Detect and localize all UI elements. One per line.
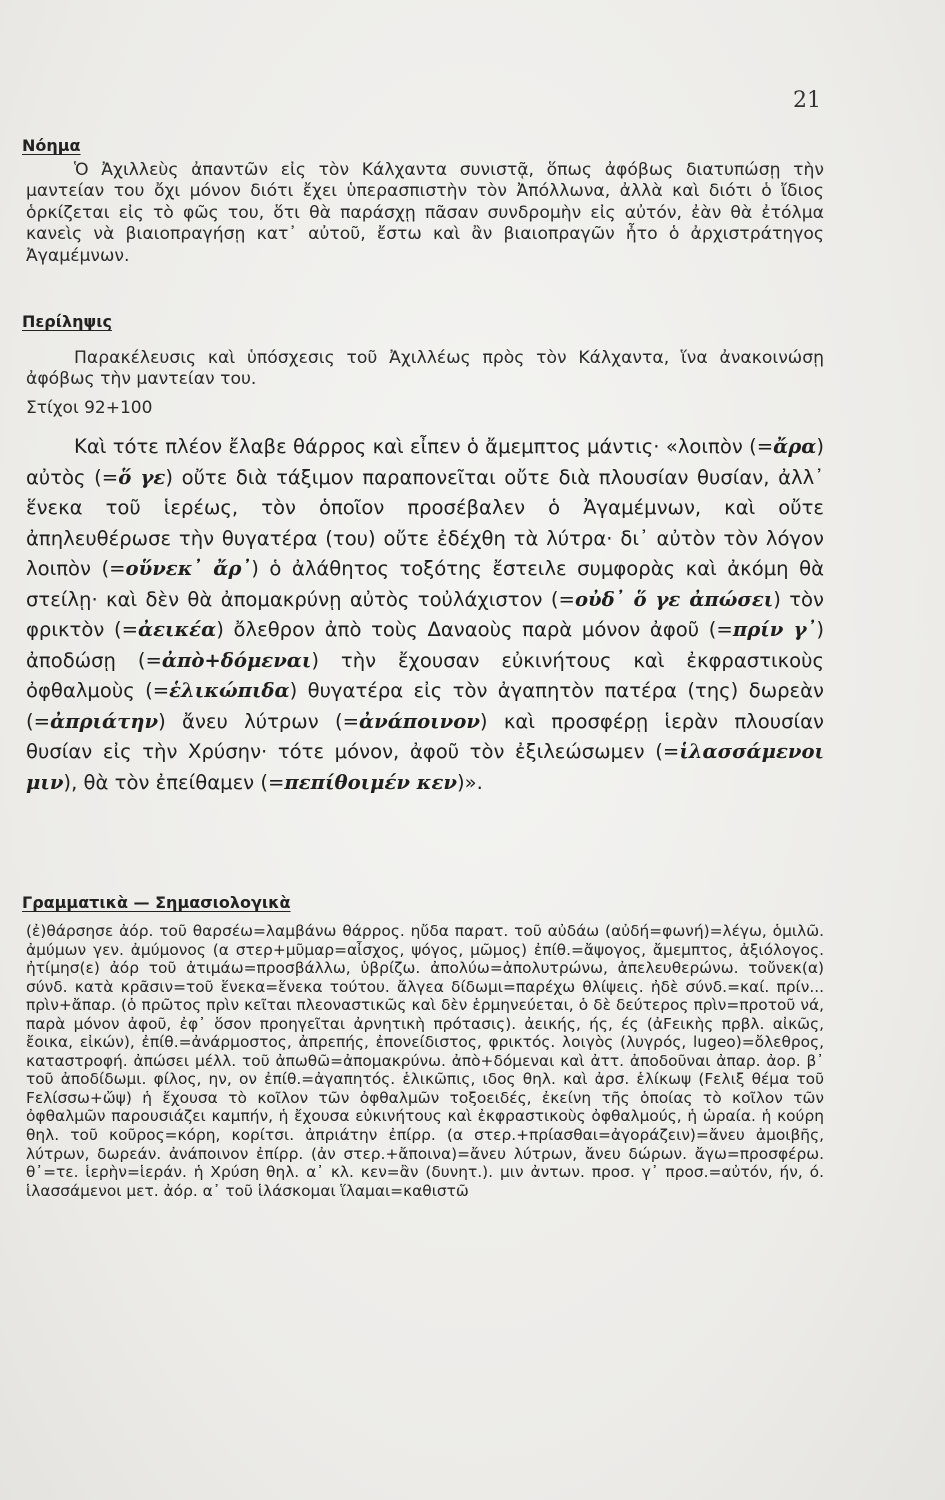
- verses-label: Στίχοι 92+100: [26, 398, 153, 418]
- noima-paragraph: [26, 160, 824, 267]
- noima-text: Ὁ Ἀχιλλεὺς ἀπαντῶν εἰς τὸν Κάλχαντα συνιστᾷ, ὅπως ἀφόβως διατυπώσῃ τὴν μαντείαν του ὄχι μόνον διότι ἔχει ὑπερασπιστὴν τὸν Ἀπόλλωνα, ἀλλὰ καὶ διότι ὁ ἴδιος ὁρκίζεται εἰς τὸ φῶς του, ὅτι θὰ παράσχῃ πᾶσαν συνδρομὴν εἰς αὐτόν, ἐὰν θὰ ἐτόλμα κανεὶς νὰ βιαιοπραγήσῃ κατ᾽ αὐτοῦ, ἔστω καὶ ἂν βιαιοπραγῶν ἦτο ὁ ἀρχιστράτηγος Ἀγαμέμνων.: [26, 160, 824, 266]
- translation-text: ) ἀποδώσῃ (=: [26, 618, 824, 672]
- greek-term: ἀπὸ+δόμεναι: [161, 648, 312, 672]
- greek-term: ἱλασσάμενοι μιν: [26, 740, 824, 794]
- greek-term: ἑλικώπιδα: [169, 679, 290, 702]
- greek-term: ἀνάποινον: [359, 709, 480, 733]
- translation-text: ) οὔτε διὰ τάξιμον παραπονεῖται οὔτε διὰ πλουσίαν θυσίαν, ἀλλ᾽ ἕνεκα τοῦ ἱερέως, τὸν ὁποῖον προσέβαλεν ὁ Ἀγαμέμνων, καὶ οὔτε ἀπηλευθέρωσε τὴν θυγατέρα (του) οὔτε ἐδέχθη τὰ λύτρα· δι᾽ αὐτὸν τὸν λόγον λοιπὸν (=: [26, 465, 824, 580]
- translation-text: Καὶ τότε πλέον ἔλαβε θάρρος καὶ εἶπεν ὁ ἄμεμπτος μάντις· «λοιπὸν (=: [74, 435, 774, 458]
- greek-term: οὐδ᾽ ὅ γε ἀπώσει: [574, 587, 774, 611]
- greek-term: ἀπριάτην: [50, 709, 159, 733]
- heading-grammatika: Γραμματικὰ — Σημασιολογικὰ: [22, 893, 291, 912]
- greek-term: οὕνεκ᾽ ἄρ᾽: [125, 557, 252, 580]
- translation-text: ), θὰ τὸν ἐπείθαμεν (=: [63, 770, 285, 794]
- translation-text: ) ἄνευ λύτρων (=: [158, 709, 360, 733]
- translation-text: ) αὐτὸς (=: [26, 435, 824, 489]
- translation-text: ) τὴν ἔχουσαν εὐκινήτους καὶ ἐκφραστικοὺς ὀφθαλμοὺς (=: [26, 648, 824, 702]
- translation-text: )».: [456, 770, 483, 794]
- translation-paragraph: [26, 432, 824, 798]
- grammar-notes: (ἐ)θάρσησε ἀόρ. τοῦ θαρσέω=λαμβάνω θάρρος. ηὔδα παρατ. τοῦ αὐδάω (αὐδή=φωνή)=λέγω, ὁμιλῶ. ἀμύμων γεν. ἀμύμονος (α στερ+μῦμαρ=αἶσχος, ψόγος, μῶμος) ἐπίθ.=ἄψογος, ἄμεμπτος, ἀξιόλογος. ἠτίμησ(ε) ἀόρ τοῦ ἀτιμάω=προσβάλλω, ὑβρίζω. ἀπολύω=ἀπολυτρώνω, ἀπελευθερώνω. τοὔνεκ(α) σύνδ. κατὰ κρᾶσιν=τοῦ ἕνεκα=ἕνεκα τούτου. ἄλγεα δίδωμι=παρέχω θλίψεις. ἠδὲ σύνδ.=καί. πρίν... πρὶν+ἄπαρ. (ὁ πρῶτος πρὶν κεῖται πλεοναστικῶς καὶ δὲν ἑρμηνεύεται, ὁ δὲ δεύτερος πρὶν=προτοῦ νά, παρὰ μόνον ἀφοῦ, ἐφ᾽ ὅσον προηγεῖται ἀρνητικὴ πρότασις). ἀεικής, ής, ές (ἀFεικὴς πρβλ. αἰκῶς, ἔοικα, εἰκών), ἐπίθ.=ἀνάρμοστος, ἀπρεπής, ἐπονείδιστος, φρικτός. λοιγὸς (λυγρός, lugeo)=ὄλεθρος, καταστροφή. ἀπώσει μέλλ. τοῦ ἀπωθῶ=ἀπομακρύνω. ἀπὸ+δόμεναι καὶ ἀττ. ἀποδοῦναι ἀπαρ. ἀορ. β᾽ τοῦ ἀποδίδωμι. φίλος, ην, ον ἐπίθ.=ἀγαπητός. ἑλικῶπις, ιδος θηλ. καὶ ἀρσ. ἑλίκωψ (Fελιξ θέμα τοῦ Fελίσσω+ὤψ) ἡ ἔχουσα τὸ κοῖλον τῶν ὀφθαλμῶν τοξοειδές, ἐκείνη τῆς ὁποίας τὸ κοῖλον τῶν ὀφθαλμῶν παρουσιάζει καμπήν, ἡ ἔχουσα εὐκινήτους καὶ ἐκφραστικοὺς ὀφθαλμούς, ἡ ὡραία. ἡ κούρη θηλ. τοῦ κοῦρος=κόρη, κορίτσι. ἀπριάτην ἐπίρρ. (α στερ.+πρίασθαι=ἀγοράζειν)=ἄνευ ἀμοιβῆς, λύτρων, δωρεάν. ἀνάποινον ἐπίρρ. (ἀν στερ.+ἄποινα)=ἄνευ λύτρων, ἄνευ δώρων. ἄγω=προσφέρω. θ᾽=τε. ἱερὴν=ἱεράν. ἡ Χρύση θηλ. α᾽ κλ. κεν=ἂν (δυνητ.). μιν ἀντων. προσ. γ᾽ προσ.=αὐτόν, ήν, ό. ἱλασσάμενοι μετ. ἀόρ. α᾽ τοῦ ἱλάσκομαι ἵλαμαι=καθιστῶ: [26, 922, 824, 1200]
- greek-term: ἀεικέα: [138, 618, 217, 641]
- greek-term: πεπίθοιμέν κεν: [284, 770, 457, 794]
- translation-text: ) θυγατέρα εἰς τὸν ἀγαπητὸν πατέρα (της) δωρεὰν (=: [26, 679, 824, 733]
- heading-periliipsis: Περίληψις: [22, 312, 112, 331]
- translation-text: ) ὁ ἀλάθητος τοξότης ἔστειλε συμφορὰς καὶ ἀκόμη θὰ στείλῃ· καὶ δὲν θὰ ἀπομακρύνῃ αὐτὸς τοὐλάχιστον (=: [26, 557, 825, 611]
- translation-text: ) ὄλεθρον ἀπὸ τοὺς Δαναοὺς παρὰ μόνον ἀφοῦ (=: [216, 618, 733, 641]
- periliipsis-paragraph: [26, 348, 824, 390]
- page-number: 21: [793, 88, 821, 113]
- greek-term: ὅ γε: [118, 465, 166, 489]
- periliipsis-text: Παρακέλευσις καὶ ὑπόσχεσις τοῦ Ἀχιλλέως πρὸς τὸν Κάλχαντα, ἵνα ἀνακοινώσῃ ἀφόβως τὴν μαντείαν του.: [26, 348, 824, 389]
- translation-text: ) καὶ προσφέρῃ ἱερὰν πλουσίαν θυσίαν εἰς τὴν Χρύσην· τότε μόνον, ἀφοῦ τὸν ἐξιλεώσωμεν (=: [26, 709, 824, 763]
- greek-term: ἄρα: [773, 435, 817, 458]
- heading-noima: Νόημα: [22, 136, 81, 155]
- greek-term: πρίν γ᾽: [732, 618, 817, 641]
- translation-text: ) τὸν φρικτὸν (=: [26, 587, 824, 641]
